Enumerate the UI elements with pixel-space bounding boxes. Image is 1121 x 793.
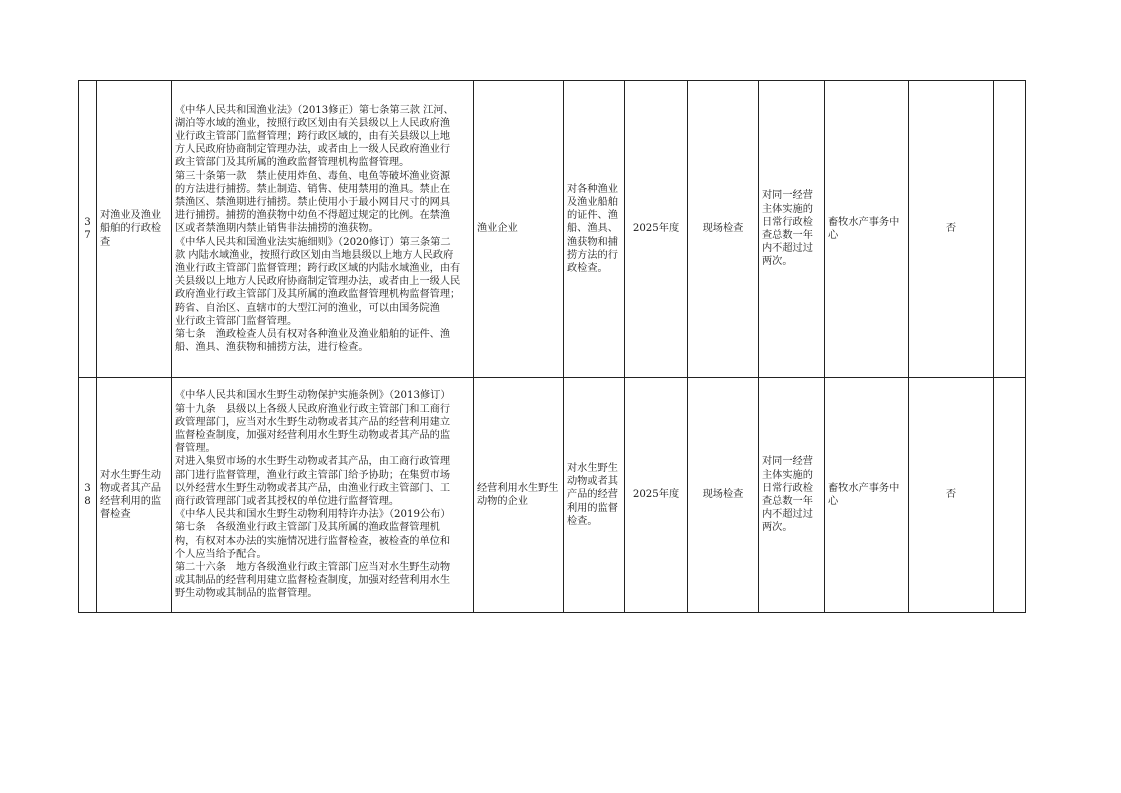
legal-basis-line: 禁渔区、禁渔期进行捕捞。禁止使用小于最小网目尺寸的网具 [175, 196, 451, 208]
legal-basis-line: 《中华人民共和国水生野生动物利用特许办法》（2019公布） [175, 509, 451, 521]
inspection-year-cell: 2025年度 [625, 81, 688, 378]
legal-basis-line: 船、渔具、渔获物和捕捞方法，进行检查。 [175, 342, 369, 354]
inspection-method-cell: 现场检查 [688, 378, 759, 613]
inspection-content-cell: 对各种渔业及渔业船舶的证件、渔船、渔具、渔获物和捕捞方法的行政检查。 [564, 81, 625, 378]
legal-basis-line: 部门进行监督管理，渔业行政主管部门给予协助；在集贸市场 [175, 469, 451, 481]
remarks-cell [994, 378, 1026, 613]
legal-basis-line: 政管理部门，应当对水生野生动物或者其产品的经营利用建立 [175, 416, 451, 428]
legal-basis-line: 以外经营水生野生动物或者其产品，由渔业行政主管部门、工 [175, 482, 451, 494]
legal-basis-line: 第七条 渔政检查人员有权对各种渔业及渔业船舶的证件、渔 [175, 329, 451, 341]
legal-basis-line: 关县级以上地方人民政府协商制定管理办法，或者由上一级人民 [175, 276, 461, 288]
legal-basis-line: 区或者禁渔期内禁止销售非法捕捞的渔获物。 [175, 223, 379, 235]
joint-inspection-flag-cell: 否 [909, 378, 994, 613]
legal-basis-line: 第二十六条 地方各级渔业行政主管部门应当对水生野生动物 [175, 562, 451, 574]
legal-basis-line: 款 内陆水域渔业，按照行政区划由当地县级以上地方人民政府 [175, 249, 454, 261]
row-number-cell: 38 [79, 378, 97, 613]
responsible-department-cell: 畜牧水产事务中心 [825, 378, 909, 613]
legal-basis-line: 商行政管理部门或者其授权的单位进行监督管理。 [175, 496, 400, 507]
legal-basis-line: 野生动物或其制品的监督管理。 [175, 588, 318, 600]
legal-basis-cell [172, 81, 474, 378]
remarks-cell [994, 81, 1026, 378]
legal-basis-line: 政府渔业行政主管部门及其所属的渔政监督管理机构监督管理； [175, 289, 461, 301]
responsible-department-cell: 畜牧水产事务中心 [825, 81, 909, 378]
inspection-item-cell: 对水生野生动物或者其产品经营利用的监督检查 [97, 378, 172, 613]
inspection-object-cell: 经营利用水生野生动物的企业 [474, 378, 564, 613]
legal-basis-line: 《中华人民共和国渔业法》（2013修正）第七条第三款 江河、 [175, 104, 454, 116]
inspection-method-cell: 现场检查 [688, 81, 759, 378]
table-row [79, 378, 1026, 613]
legal-basis-line: 对进入集贸市场的水生野生动物或者其产品，由工商行政管理 [175, 456, 451, 468]
legal-basis-line: 第十九条 县级以上各级人民政府渔业行政主管部门和工商行 [175, 403, 451, 415]
table-row [79, 81, 1026, 378]
legal-basis-line: 进行捕捞。捕捞的渔获物中幼鱼不得超过规定的比例。在禁渔 [175, 210, 451, 222]
legal-basis-line: 第三十条第一款 禁止使用炸鱼、毒鱼、电鱼等破坏渔业资源 [175, 170, 451, 182]
table-body [79, 81, 1026, 613]
legal-basis-line: 督管理。 [175, 443, 216, 455]
inspection-item-cell: 对渔业及渔业船舶的行政检查 [97, 81, 172, 378]
legal-basis-line: 湖泊等水域的渔业，按照行政区划由有关县级以上人民政府渔 [175, 117, 451, 129]
joint-inspection-flag-cell: 否 [909, 81, 994, 378]
legal-basis-line: 业行政主管部门监督管理；跨行政区域的，由有关县级以上地 [175, 130, 451, 142]
legal-basis-line: 的方法进行捕捞。禁止制造、销售、使用禁用的渔具。禁止在 [175, 183, 451, 195]
row-number-cell: 37 [79, 81, 97, 378]
legal-basis-line: 《中华人民共和国水生野生动物保护实施条例》（2013修订） [175, 390, 451, 402]
inspection-object-cell: 渔业企业 [474, 81, 564, 378]
legal-basis-line: 构，有权对本办法的实施情况进行监督检查，被检查的单位和 [175, 535, 451, 547]
legal-basis-line: 第七条 各级渔业行政主管部门及其所属的渔政监督管理机 [175, 522, 440, 534]
inspection-year-cell: 2025年度 [625, 378, 688, 613]
legal-basis-line: 或其制品的经营利用建立监督检查制度，加强对经营利用水生 [175, 575, 451, 587]
inspection-frequency-cell: 对同一经营主体实施的日常行政检查总数一年内不超过过两次。 [759, 378, 825, 613]
legal-basis-line: 监督检查制度，加强对经营利用水生野生动物或者其产品的监 [175, 429, 451, 441]
legal-basis-line: 政主管部门及其所属的渔政监督管理机构监督管理。 [175, 157, 410, 169]
legal-basis-line: 渔业行政主管部门监督管理；跨行政区域的内陆水域渔业，由有 [175, 263, 461, 274]
legal-basis-line: 方人民政府协商制定管理办法，或者由上一级人民政府渔业行 [175, 144, 451, 156]
legal-basis-line: 跨省、自治区、直辖市的大型江河的渔业，可以由国务院渔 [175, 302, 440, 314]
legal-basis-cell [172, 378, 474, 613]
inspection-table [78, 80, 1026, 613]
legal-basis-line: 业行政主管部门监督管理。 [175, 315, 298, 327]
legal-basis-line: 《中华人民共和国渔业法实施细则》（2020修订）第三条第二 [175, 236, 451, 248]
legal-basis-line: 个人应当给予配合。 [175, 548, 267, 560]
inspection-frequency-cell: 对同一经营主体实施的日常行政检查总数一年内不超过过两次。 [759, 81, 825, 378]
inspection-content-cell: 对水生野生动物或者其产品的经营利用的监督检查。 [564, 378, 625, 613]
